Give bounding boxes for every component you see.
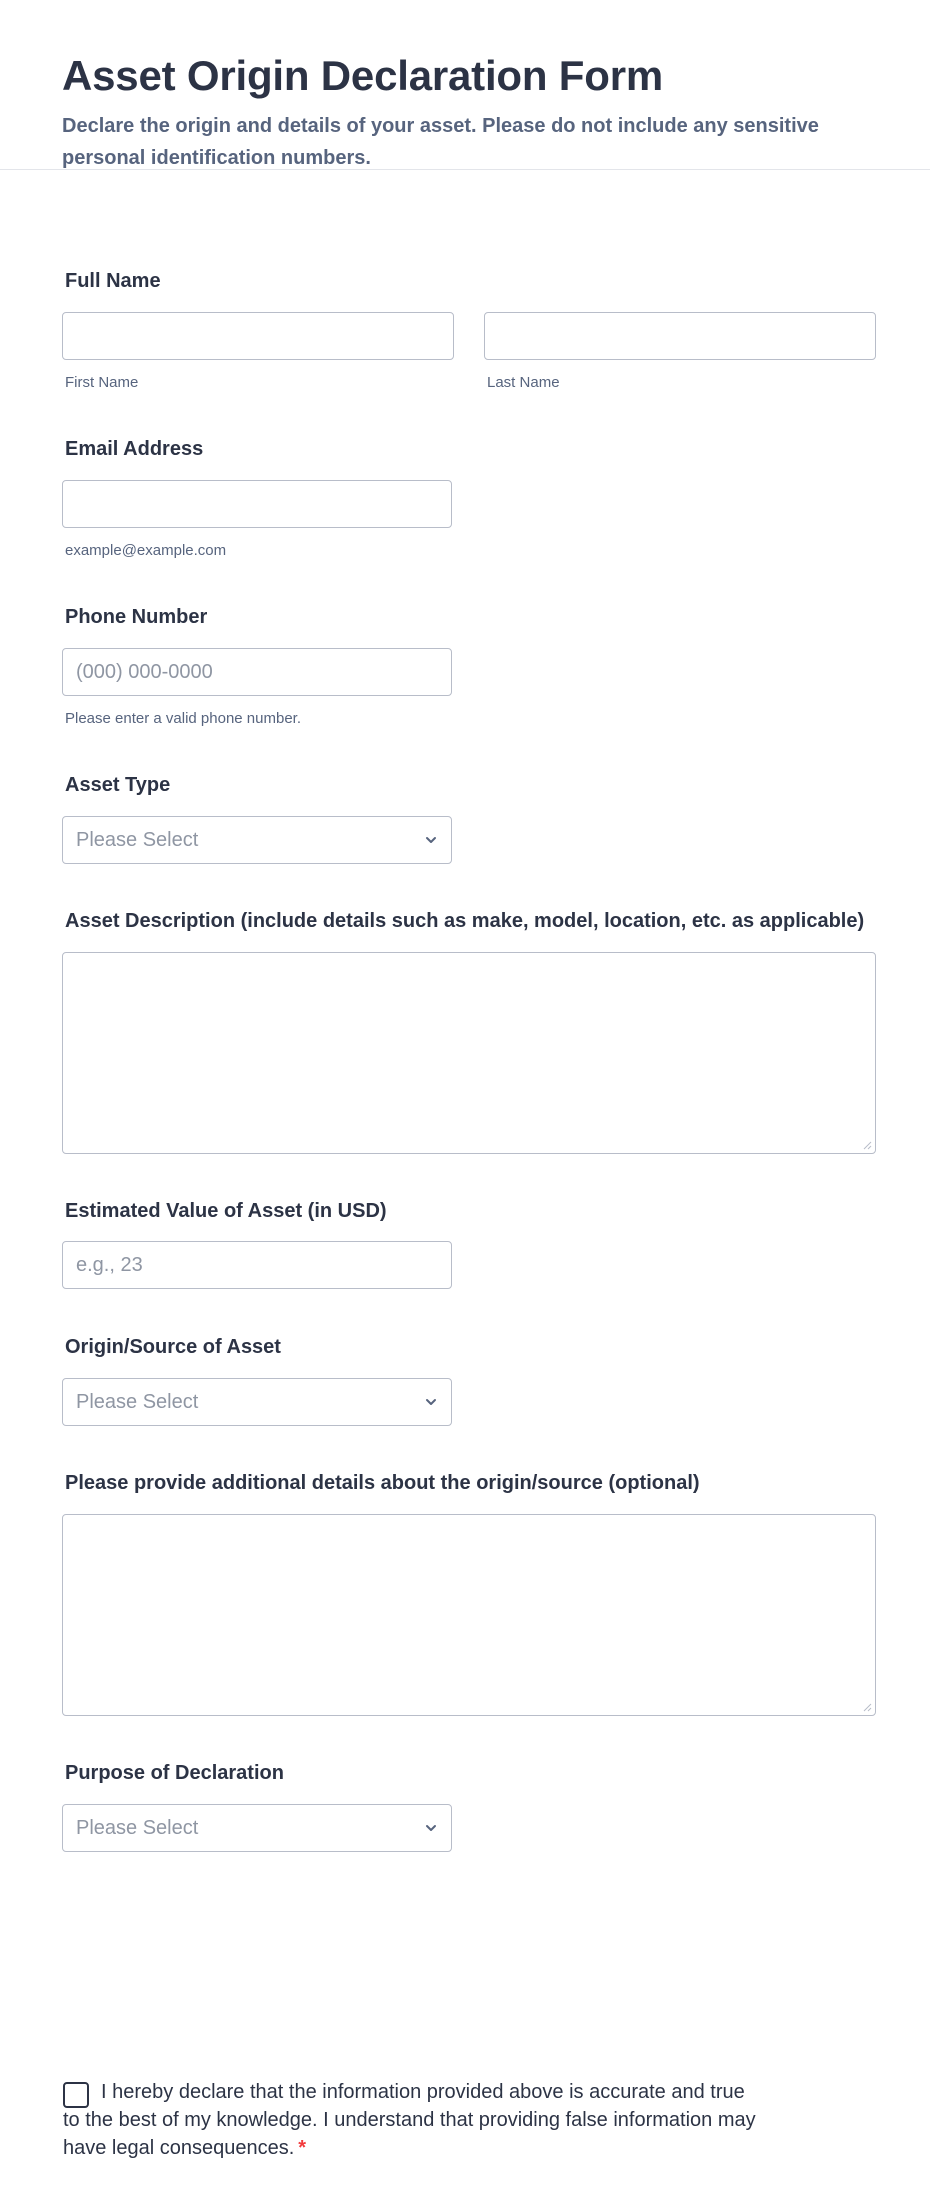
purpose-label: Purpose of Declaration — [65, 1762, 284, 1784]
required-asterisk: * — [298, 2137, 307, 2159]
estimated-value-input[interactable] — [62, 1241, 452, 1289]
origin-source-selected: Please Select — [76, 1391, 199, 1413]
page-subtitle: Declare the origin and details of your asset. Please do not include any sensitive personal identification numbers. — [62, 115, 819, 169]
last-name-sublabel: Last Name — [487, 374, 560, 391]
asset-description-label: Asset Description (include details such as make, model, location, etc. as applicable) — [65, 910, 865, 932]
chevron-down-icon — [423, 832, 439, 848]
asset-type-selected: Please Select — [76, 829, 199, 851]
phone-input[interactable] — [62, 648, 452, 696]
purpose-selected: Please Select — [76, 1817, 199, 1839]
origin-source-select[interactable] — [62, 1378, 452, 1426]
estimated-value-label: Estimated Value of Asset (in USD) — [65, 1200, 387, 1222]
last-name-input[interactable] — [484, 312, 876, 360]
phone-sublabel: Please enter a valid phone number. — [65, 710, 301, 727]
declaration-text: I hereby declare that the information provided above is accurate and true to the best of my knowledge. I understand that providing false information may have legal consequences. — [63, 2081, 756, 2159]
origin-source-label: Origin/Source of Asset — [65, 1336, 281, 1358]
chevron-down-icon — [423, 1394, 439, 1410]
chevron-down-icon — [423, 1820, 439, 1836]
full-name-label: Full Name — [65, 270, 161, 292]
page-title: Asset Origin Declaration Form — [62, 52, 664, 99]
resize-grip-icon[interactable] — [862, 1702, 872, 1712]
email-input[interactable] — [62, 480, 452, 528]
phone-label: Phone Number — [65, 606, 208, 628]
phone-placeholder: (000) 000-0000 — [76, 661, 213, 683]
purpose-select[interactable] — [62, 1804, 452, 1852]
origin-details-label: Please provide additional details about the origin/source (optional) — [65, 1472, 700, 1494]
asset-type-select[interactable] — [62, 816, 452, 864]
email-sublabel: example@example.com — [65, 542, 227, 559]
estimated-value-placeholder: e.g., 23 — [76, 1254, 143, 1276]
origin-details-textarea[interactable] — [62, 1514, 876, 1716]
first-name-sublabel: First Name — [65, 374, 139, 391]
asset-description-textarea[interactable] — [62, 952, 876, 1154]
email-label: Email Address — [65, 438, 204, 460]
declaration-text-block — [63, 2078, 763, 2162]
resize-grip-icon[interactable] — [862, 1140, 872, 1150]
first-name-input[interactable] — [62, 312, 454, 360]
form-header — [0, 0, 930, 170]
asset-type-label: Asset Type — [65, 774, 171, 796]
